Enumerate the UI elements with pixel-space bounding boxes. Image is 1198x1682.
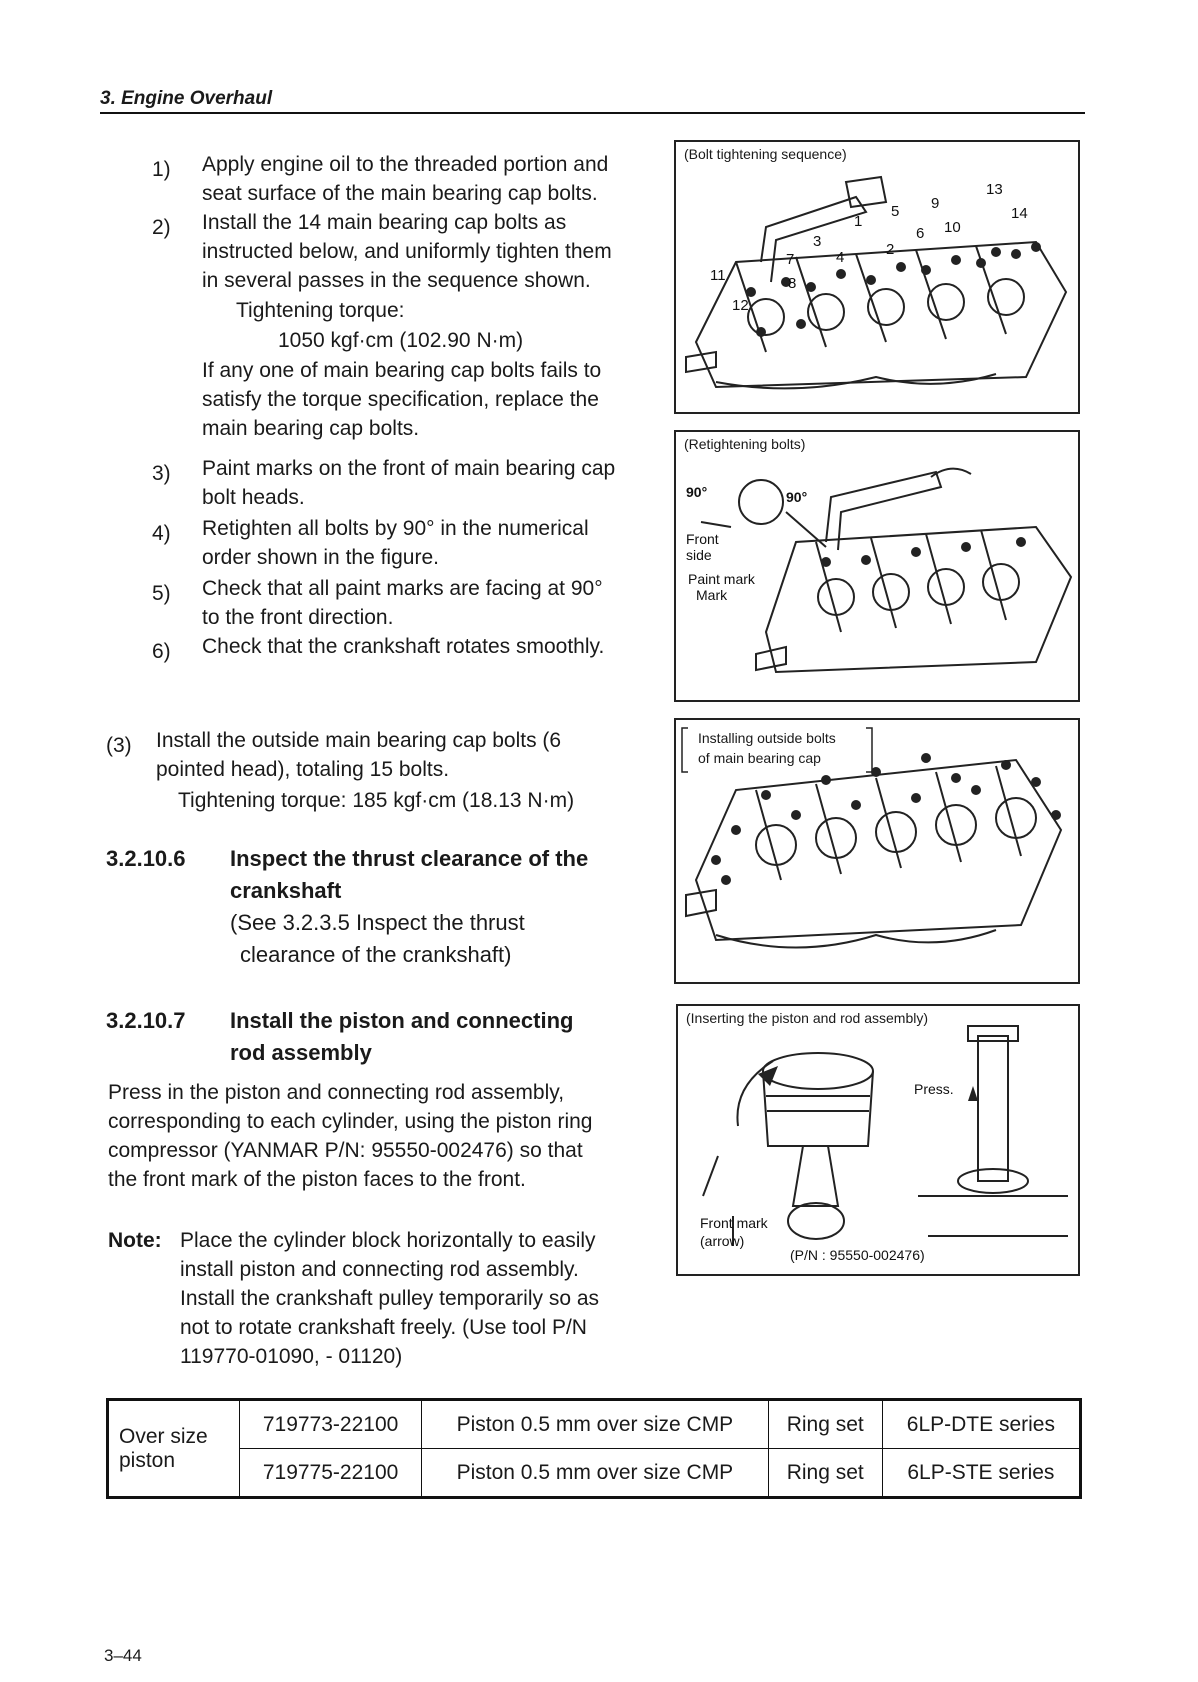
retightening-illustration xyxy=(676,432,1078,700)
part-number-cell: 719773-22100 xyxy=(240,1400,422,1449)
press-label: Press. xyxy=(914,1081,954,1097)
torque-label: Tightening torque: xyxy=(236,299,405,322)
section-title: rod assembly xyxy=(230,1040,372,1065)
step-6: Check that the crankshaft rotates smoothly. xyxy=(202,635,605,658)
step-2: Install the 14 main bearing cap bolts as instructed below, and uniformly tighten them in several passes in the sequence shown. xyxy=(202,211,612,292)
outside-torque: Tightening torque: 185 kgf·cm (18.13 N·m) xyxy=(178,789,575,812)
kit-cell: Ring set xyxy=(768,1449,882,1498)
figure-retightening-bolts xyxy=(674,430,1080,702)
sequence-number: 5 xyxy=(891,203,900,220)
table-row xyxy=(108,1449,1081,1498)
figure-bolt-tightening-sequence xyxy=(674,140,1080,414)
step-number: 5) xyxy=(152,582,171,605)
section-number: 3.2.10.7 xyxy=(106,1008,186,1033)
sequence-number: 4 xyxy=(836,249,845,266)
description-cell: Piston 0.5 mm over size CMP xyxy=(422,1449,768,1498)
page-header xyxy=(100,88,1085,110)
figure-caption: (Inserting the piston and rod assembly) xyxy=(686,1010,929,1026)
section-title: Install the piston and connecting xyxy=(230,1008,574,1033)
engine-block-illustration xyxy=(676,142,1078,412)
sequence-number: 1 xyxy=(854,213,863,230)
front-mark-label: Front mark xyxy=(700,1215,768,1231)
step-5: Check that all paint marks are facing at 90° to the front direction. xyxy=(202,577,603,629)
part-number-label: (P/N : 95550-002476) xyxy=(790,1247,925,1263)
section-reference: clearance of the crankshaft) xyxy=(240,942,512,967)
sequence-number: 11 xyxy=(710,267,726,284)
angle-label: 90° xyxy=(786,489,808,505)
step-4: Retighten all bolts by 90° in the numerical order shown in the figure. xyxy=(202,517,589,569)
torque-value: 1050 kgf·cm (102.90 N·m) xyxy=(278,329,524,352)
outside-bolts-step: Install the outside main bearing cap bolts (6 pointed head), totaling 15 bolts. xyxy=(156,729,562,781)
figure-caption: (Retightening bolts) xyxy=(684,436,806,452)
step-number: 2) xyxy=(152,216,171,239)
step-number: 6) xyxy=(152,640,171,663)
substep-number: (3) xyxy=(106,734,132,757)
sequence-number: 10 xyxy=(944,219,961,236)
section-reference: (See 3.2.3.5 Inspect the thrust xyxy=(230,910,525,935)
replace-note: If any one of main bearing cap bolts fails to satisfy the torque specification, replace the main bearing cap bolts. xyxy=(202,359,602,440)
sequence-number: 7 xyxy=(786,251,795,268)
section-body: Press in the piston and connecting rod assembly, corresponding to each cylinder, using the piston ring compressor (YANMAR P/N: 95550-002476) so that the front mark of the piston faces to the front. xyxy=(108,1081,593,1191)
section-title: crankshaft xyxy=(230,878,342,903)
step-3: Paint marks on the front of main bearing cap bolt heads. xyxy=(202,457,616,509)
sequence-number: 6 xyxy=(916,225,925,242)
kit-cell: Ring set xyxy=(768,1400,882,1449)
piston-illustration xyxy=(678,1006,1078,1274)
step-number: 3) xyxy=(152,462,171,485)
sequence-number: 14 xyxy=(1011,205,1028,222)
step-1: Apply engine oil to the threaded portion and seat surface of the main bearing cap bolts. xyxy=(202,153,609,205)
figure-caption: (Bolt tightening sequence) xyxy=(684,146,847,162)
note-body: Place the cylinder block horizontally to easily install piston and connecting rod assembly. Install the crankshaft pulley temporarily so as not to rotate crankshaft freely. (Use tool P/N 119770-01090, - 01120) xyxy=(180,1229,600,1368)
front-side-label: side xyxy=(686,547,712,563)
figure-caption: of main bearing cap xyxy=(698,750,821,766)
figure-caption: Installing outside bolts xyxy=(698,730,836,746)
oversize-piston-table xyxy=(106,1398,1082,1499)
chapter-title: 3. Engine Overhaul xyxy=(100,88,273,109)
step-number: 1) xyxy=(152,158,171,181)
series-cell: 6LP-STE series xyxy=(882,1449,1080,1498)
sequence-number: 9 xyxy=(931,195,940,212)
sequence-number: 13 xyxy=(986,181,1003,198)
table-row xyxy=(108,1400,1081,1449)
figure-installing-outside-bolts xyxy=(674,718,1080,984)
paint-mark-label: Mark xyxy=(696,587,728,603)
section-title: Inspect the thrust clearance of the xyxy=(230,846,589,871)
description-cell: Piston 0.5 mm over size CMP xyxy=(422,1400,768,1449)
step-number: 4) xyxy=(152,522,171,545)
figure-inserting-piston xyxy=(676,1004,1080,1276)
part-number-cell: 719775-22100 xyxy=(240,1449,422,1498)
page-number: 3–44 xyxy=(104,1646,142,1665)
header-rule xyxy=(100,112,1085,114)
sequence-number: 8 xyxy=(788,275,797,292)
section-number: 3.2.10.6 xyxy=(106,846,186,871)
sequence-number: 12 xyxy=(732,297,749,314)
group-label-cell: Over size piston xyxy=(108,1400,240,1498)
series-cell: 6LP-DTE series xyxy=(882,1400,1080,1449)
angle-label: 90° xyxy=(686,484,708,500)
sequence-number: 2 xyxy=(886,241,895,258)
paint-mark-label: Paint mark xyxy=(688,571,755,587)
sequence-number: 3 xyxy=(813,233,822,250)
front-side-label: Front xyxy=(686,531,719,547)
note-label: Note: xyxy=(108,1229,162,1252)
front-mark-label: (arrow) xyxy=(700,1233,745,1249)
